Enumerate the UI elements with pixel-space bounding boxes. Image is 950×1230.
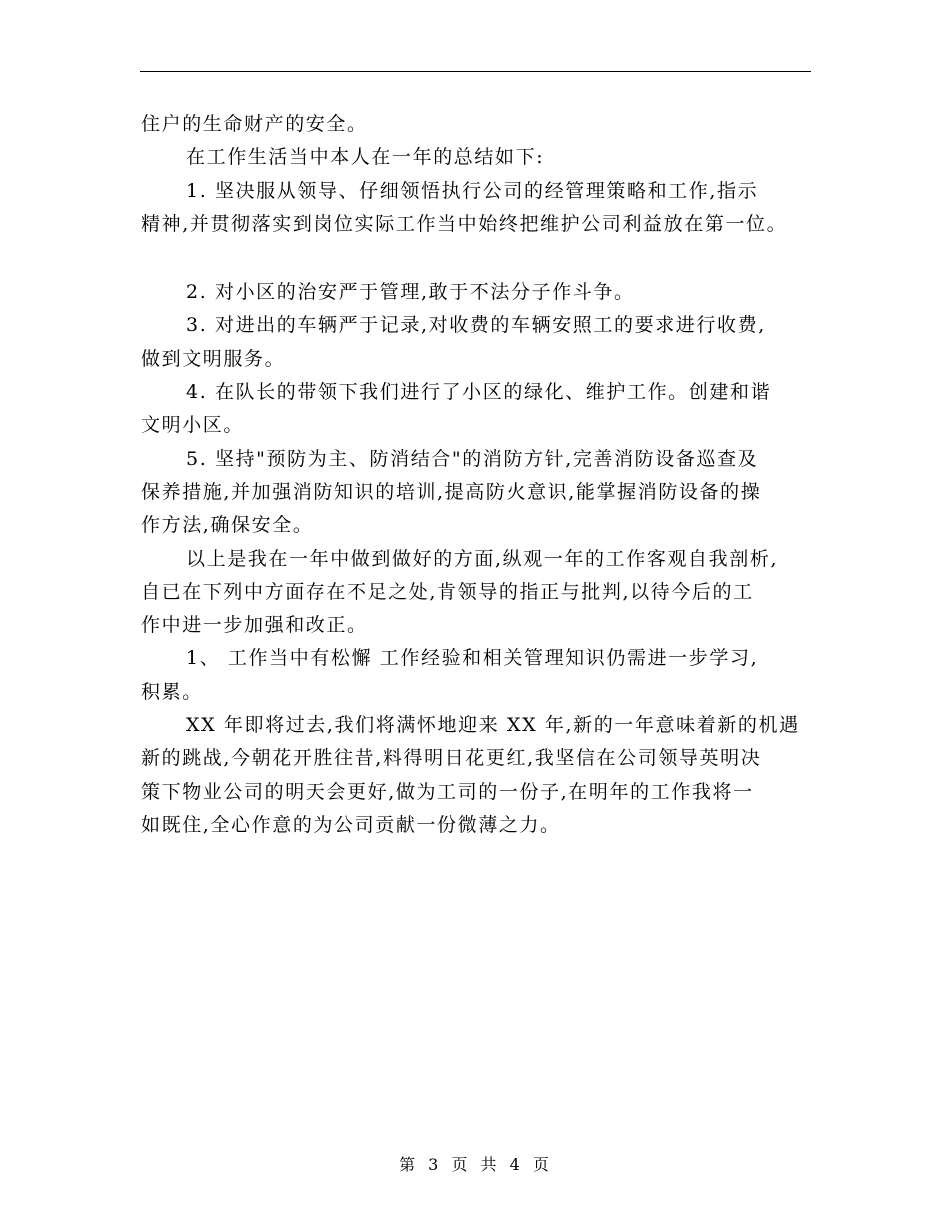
text-line: 4. 在队长的带领下我们进行了小区的绿化、维护工作。创建和谐: [186, 381, 772, 404]
text-line: 策下物业公司的明天会更好,做为工司的一份子,在明年的工作我将一: [141, 780, 754, 803]
text-line: 保养措施,并加强消防知识的培训,提高防火意识,能掌握消防设备的操: [141, 480, 762, 503]
text-line: 积累。: [141, 680, 203, 703]
body-text: [141, 108, 813, 842]
text-line: 3. 对进出的车辆严于记录,对收费的车辆安照工的要求进行收费,: [186, 314, 766, 337]
text-line: 2. 对小区的治安严于管理,敢于不法分子作斗争。: [186, 281, 635, 304]
text-line: XX 年即将过去,我们将满怀地迎来 XX 年,新的一年意味着新的机遇: [186, 714, 800, 737]
text-line: 做到文明服务。: [141, 347, 286, 370]
blank-line: [141, 241, 813, 276]
text-line: 1、 工作当中有松懈 工作经验和相关管理知识仍需进一步学习,: [186, 647, 759, 670]
text-line: 如既住,全心作意的为公司贡献一份微薄之力。: [141, 813, 561, 836]
text-line: 1. 坚决服从领导、仔细领悟执行公司的经管理策略和工作,指示: [186, 179, 759, 202]
text-line: 文明小区。: [141, 414, 245, 437]
page-number-footer: 第 3 页 共 4 页: [399, 1155, 551, 1174]
header-rule: [140, 71, 811, 72]
text-line: 新的跳战,今朝花开胜往昔,料得明日花更红,我坚信在公司领导英明决: [141, 747, 762, 770]
text-line: 精神,并贯彻落实到岗位实际工作当中始终把维护公司利益放在第一位。: [141, 212, 788, 235]
text-line: 以上是我在一年中做到做好的方面,纵观一年的工作客观自我剖析,: [186, 547, 779, 570]
text-line: 在工作生活当中本人在一年的总结如下:: [186, 146, 545, 169]
text-line: 自已在下列中方面存在不足之处,肯领导的指正与批判,以待今后的工: [141, 580, 754, 603]
text-line: 5. 坚持"预防为主、防消结合"的消防方针,完善消防设备巡查及: [186, 447, 759, 470]
text-line: 作中进一步加强和改正。: [141, 614, 368, 637]
text-line: 作方法,确保安全。: [141, 514, 314, 537]
text-line: 住户的生命财产的安全。: [141, 113, 368, 135]
